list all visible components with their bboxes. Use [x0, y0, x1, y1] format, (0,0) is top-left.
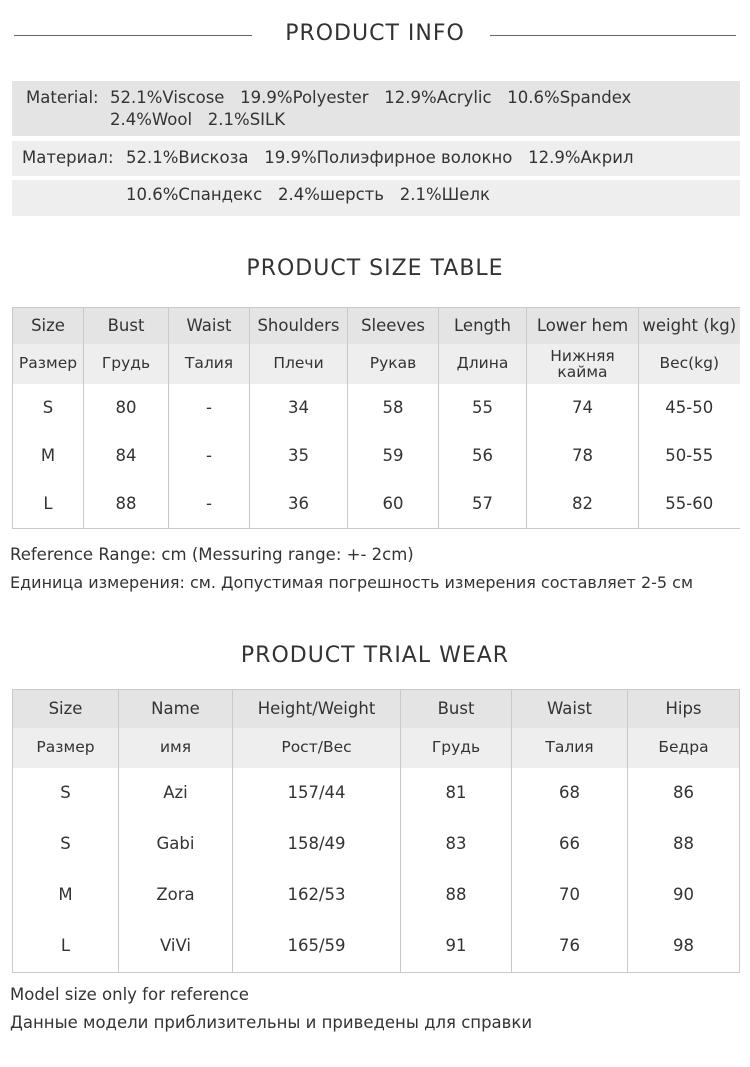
material-ru-line2: 10.6%Спандекс 2.4%шерсть 2.1%Шелк	[126, 185, 490, 204]
table-cell: S	[13, 819, 119, 870]
table-cell: 158/49	[233, 819, 401, 870]
header-cell: Waist	[512, 690, 628, 729]
header-cell: Бедра	[628, 728, 740, 768]
material-en-label: Material:	[26, 88, 99, 107]
table-cell: 74	[527, 384, 639, 432]
header-cell: Size	[13, 690, 119, 729]
size-note-ru: Единица измерения: см. Допустимая погрешность измерения составляет 2-5 см	[10, 573, 694, 592]
table-row	[13, 921, 740, 973]
table-cell: 90	[628, 870, 740, 921]
table-cell: M	[13, 870, 119, 921]
material-en-line1: 52.1%Viscose 19.9%Polyester 12.9%Acrylic 10.6%Spandex	[110, 88, 632, 107]
table-cell: 56	[439, 432, 527, 480]
size-table	[12, 307, 740, 529]
table-cell: 60	[348, 480, 439, 529]
header-cell: Size	[13, 308, 84, 345]
table-cell: Zora	[119, 870, 233, 921]
table-cell: -	[169, 432, 250, 480]
table-cell: Gabi	[119, 819, 233, 870]
material-ru-box-2	[12, 180, 740, 216]
table-row	[13, 870, 740, 921]
table-cell: 98	[628, 921, 740, 973]
table-cell: L	[13, 921, 119, 973]
trial-wear-title: PRODUCT TRIAL WEAR	[240, 643, 510, 668]
trial-table-header-en	[13, 690, 740, 729]
table-cell: 88	[84, 480, 169, 529]
header-cell: Плечи	[250, 344, 348, 384]
table-cell: 34	[250, 384, 348, 432]
header-cell: Грудь	[401, 728, 512, 768]
table-cell: 59	[348, 432, 439, 480]
table-cell: -	[169, 480, 250, 529]
table-cell: 82	[527, 480, 639, 529]
table-cell: 84	[84, 432, 169, 480]
header-cell: Длина	[439, 344, 527, 384]
table-cell: S	[13, 384, 84, 432]
table-cell: 76	[512, 921, 628, 973]
table-cell: 88	[628, 819, 740, 870]
table-cell: 57	[439, 480, 527, 529]
material-ru-box-1	[12, 141, 740, 176]
table-cell: 157/44	[233, 768, 401, 819]
size-table-header-ru	[13, 344, 740, 384]
table-row	[13, 819, 740, 870]
table-cell: 91	[401, 921, 512, 973]
trial-note-en: Model size only for reference	[10, 985, 249, 1004]
header-cell-text: Нижняя кайма	[550, 346, 615, 381]
table-cell: 88	[401, 870, 512, 921]
table-cell: 86	[628, 768, 740, 819]
table-cell: 55	[439, 384, 527, 432]
table-cell: 50-55	[639, 432, 740, 480]
material-ru-label: Материал:	[22, 148, 114, 167]
header-cell	[527, 344, 639, 384]
table-cell: M	[13, 432, 84, 480]
table-row	[13, 768, 740, 819]
size-table-title: PRODUCT SIZE TABLE	[246, 256, 504, 281]
header-cell: Рост/Вес	[233, 728, 401, 768]
trial-wear-table	[12, 689, 740, 973]
header-cell: Name	[119, 690, 233, 729]
table-row	[13, 480, 740, 529]
header-cell: Lower hem	[527, 308, 639, 345]
header-cell: Талия	[512, 728, 628, 768]
header-cell: Bust	[401, 690, 512, 729]
table-cell: 83	[401, 819, 512, 870]
header-cell: Bust	[84, 308, 169, 345]
table-cell: 68	[512, 768, 628, 819]
header-cell: Размер	[13, 728, 119, 768]
header-cell: Waist	[169, 308, 250, 345]
table-cell: 165/59	[233, 921, 401, 973]
table-cell: 70	[512, 870, 628, 921]
table-cell: 80	[84, 384, 169, 432]
header-cell: Вес(kg)	[639, 344, 740, 384]
table-cell: 66	[512, 819, 628, 870]
header-cell: Height/Weight	[233, 690, 401, 729]
header-cell: Shoulders	[250, 308, 348, 345]
table-cell: ViVi	[119, 921, 233, 973]
table-cell: 35	[250, 432, 348, 480]
table-cell: 58	[348, 384, 439, 432]
header-cell: Талия	[169, 344, 250, 384]
table-cell: 55-60	[639, 480, 740, 529]
table-row	[13, 432, 740, 480]
table-cell: 81	[401, 768, 512, 819]
material-en-box	[12, 81, 740, 136]
header-cell: weight (kg)	[639, 308, 740, 345]
table-cell: Azi	[119, 768, 233, 819]
table-cell: 36	[250, 480, 348, 529]
material-ru-line1: 52.1%Вискоза 19.9%Полиэфирное волокно 12.9%Акрил	[126, 148, 634, 167]
header-cell: Размер	[13, 344, 84, 384]
table-cell: S	[13, 768, 119, 819]
table-cell: L	[13, 480, 84, 529]
header-cell: Sleeves	[348, 308, 439, 345]
product-info-title: PRODUCT INFO	[285, 21, 465, 46]
table-row	[13, 384, 740, 432]
material-en-line2: 2.4%Wool 2.1%SILK	[110, 110, 286, 129]
header-cell: имя	[119, 728, 233, 768]
header-cell: Length	[439, 308, 527, 345]
table-cell: 162/53	[233, 870, 401, 921]
size-note-en: Reference Range: cm (Messuring range: +- 2cm)	[10, 545, 414, 564]
table-cell: 45-50	[639, 384, 740, 432]
header-cell: Рукав	[348, 344, 439, 384]
header-cell: Hips	[628, 690, 740, 729]
trial-note-ru: Данные модели приблизительны и приведены для справки	[10, 1013, 533, 1032]
table-cell: -	[169, 384, 250, 432]
header-cell: Грудь	[84, 344, 169, 384]
table-cell: 78	[527, 432, 639, 480]
size-table-header-en	[13, 308, 740, 345]
trial-table-header-ru	[13, 728, 740, 768]
